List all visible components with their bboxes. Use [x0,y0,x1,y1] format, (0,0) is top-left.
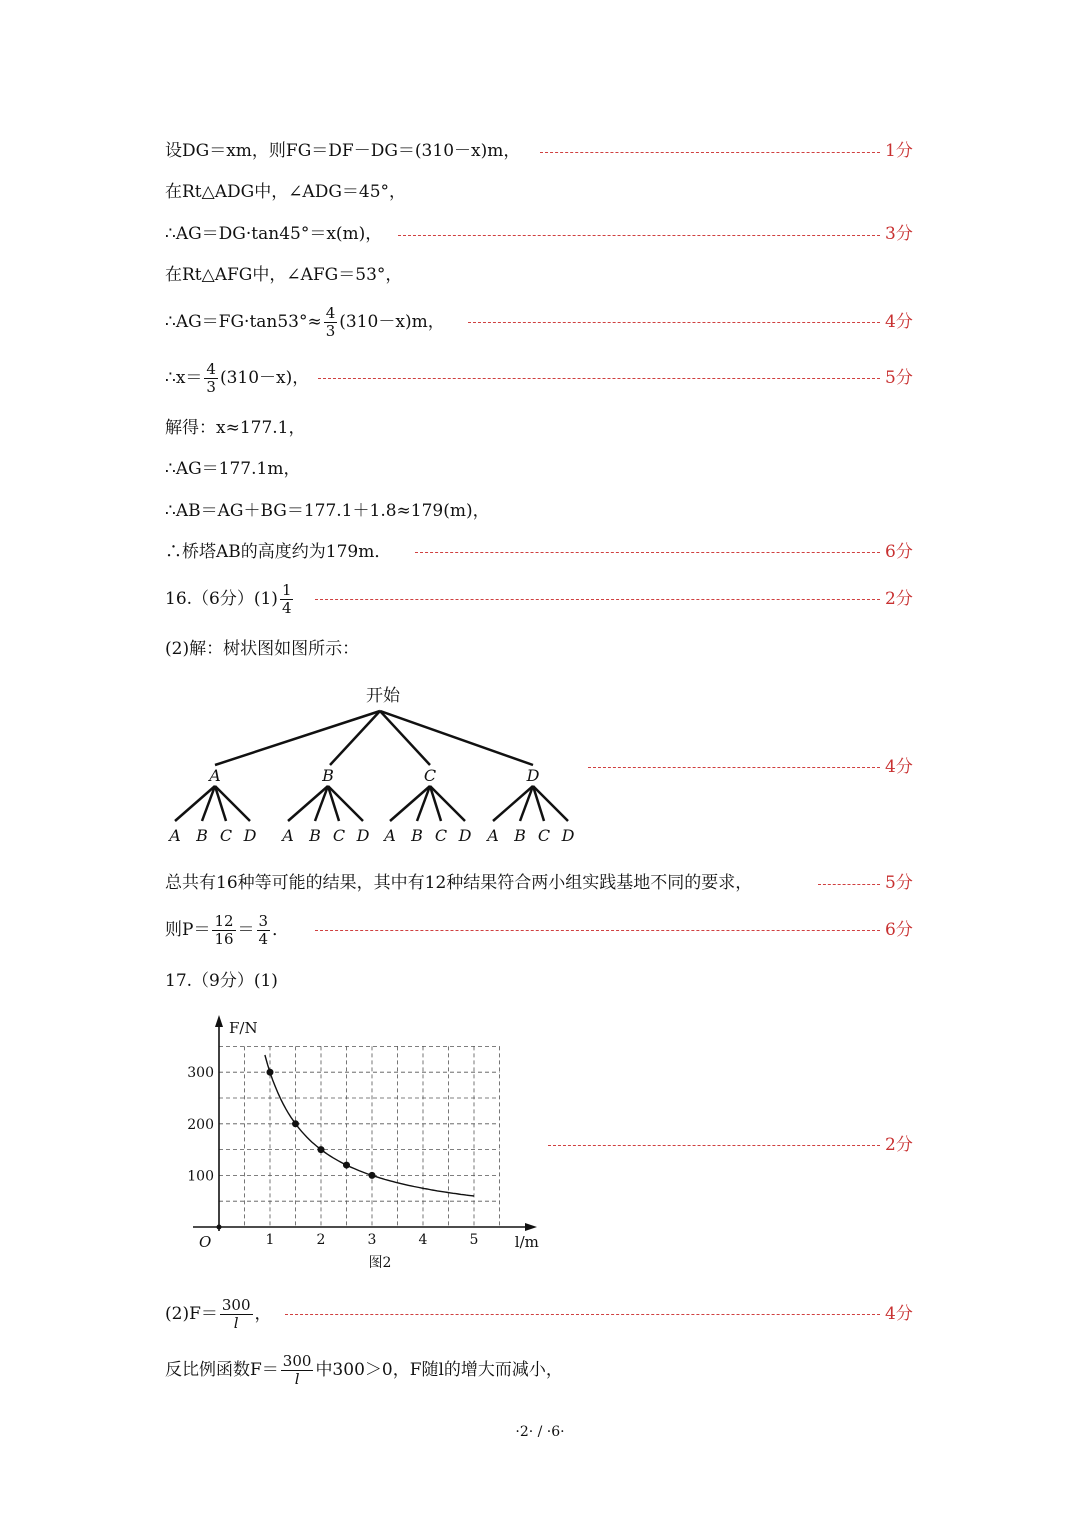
origin-label: O [199,1233,212,1251]
line-conclusion: ∴桥塔AB的高度约为179m． [165,542,392,562]
y-tick-label: 200 [187,1116,214,1133]
line-ab-value: ∴AB＝AG＋BG＝177.1＋1.8≈179(m)， [165,501,490,521]
tree-node-level2: D [356,826,370,845]
score-leader [415,552,880,553]
tree-node-level2: C [219,826,233,845]
tree-diagram [0,675,620,860]
score-mark: 3分 [885,224,913,244]
fraction: $\frac{4}{3}$ [325,304,336,340]
tree-node-level2: C [537,826,551,845]
line-x-equation: ∴x＝ $\frac{4}{3}$ (310－x)， [165,360,310,396]
q16-part1: 16.（6分）(1) $\frac{1}{4}$ [165,581,292,617]
score-leader [318,378,880,379]
line-ag-tan53: ∴AG＝FG·tan53°≈ $\frac{4}{3}$ (310－x)m， [165,304,445,340]
score-mark: 4分 [885,757,913,777]
score-mark: 5分 [885,873,913,893]
score-mark: 6分 [885,542,913,562]
tree-node-level2: D [243,826,257,845]
tree-node-level2: A [487,826,499,845]
chart-ticks [187,1065,478,1248]
score-leader [588,767,880,768]
fraction: $\frac{4}{3}$ [206,360,216,396]
tree-node-level2: B [514,826,526,845]
x-tick-label: 2 [316,1232,326,1248]
tree-node-level2: D [561,826,575,845]
score-leader [468,322,880,323]
line-ag-tan45: ∴AG＝DG·tan45°＝x(m)， [165,224,383,244]
score-leader [315,599,880,600]
data-point [343,1162,350,1169]
chart-title: 图2 [368,1255,392,1271]
tree-node-level2: D [458,826,472,845]
line-ag-value: ∴AG＝177.1m， [165,459,301,479]
subtree [382,786,471,845]
data-point [292,1120,299,1127]
y-axis-arrow [215,1015,223,1027]
fraction: $\frac{3}{4}$ [258,912,269,948]
line-set-dg: 设DG＝xm，则FG＝DF－DG＝(310－x)m， [165,141,521,161]
q17-monotonic: 反比例函数F＝ $\frac{300}{l}$ 中300＞0，F随l的增大而减小， [165,1352,563,1388]
x-axis-arrow [525,1223,537,1231]
fraction: $\frac{300}{l}$ [221,1296,251,1332]
line-rt-adg: 在Rt△ADG中，∠ADG＝45°， [165,182,407,202]
chart-grid [219,1046,500,1227]
score-leader [540,152,880,153]
tree-node-level1: A [209,766,221,785]
data-point [267,1069,274,1076]
x-axis-label: l/m [514,1233,539,1251]
score-leader [548,1145,880,1146]
q16-probability: 则P＝ $\frac{12}{16}$ ＝ $\frac{3}{4}$ ． [165,912,290,948]
force-length-chart [0,1005,560,1280]
tree-node-level1: B [322,766,334,785]
line-solve-x: 解得：x≈177.1， [165,418,306,438]
score-leader [398,235,880,236]
tree-node-level1: D [526,766,540,785]
tree-node-level2: C [434,826,448,845]
q16-part2: (2)解：树状图如图所示： [165,639,360,659]
score-mark: 4分 [885,1304,913,1324]
subtree [485,786,574,845]
origin-dot [217,1225,222,1230]
tree-node-level2: A [282,826,294,845]
tree-level1-labels [207,766,539,785]
score-leader [315,930,880,931]
page-number: ·2· / ·6· [515,1424,565,1440]
tree-node-level2: B [309,826,321,845]
line-rt-afg: 在Rt△AFG中，∠AFG＝53°， [165,265,403,285]
subtree [280,786,369,845]
q17-part1: 17.（9分）(1) [165,971,278,991]
q16-total-outcomes: 总共有16种等可能的结果，其中有12种结果符合两小组实践基地不同的要求， [165,873,753,893]
y-tick-label: 300 [187,1065,214,1082]
score-mark: 5分 [885,368,913,388]
x-tick-label: 1 [265,1232,275,1248]
score-mark: 2分 [885,1135,913,1155]
score-leader [285,1314,880,1315]
x-tick-label: 3 [367,1232,377,1248]
fraction: $\frac{1}{4}$ [281,581,292,617]
tree-node-level2: C [332,826,346,845]
fraction: $\frac{300}{l}$ [282,1352,312,1388]
tree-level1-branches [215,711,533,765]
tree-node-level2: B [411,826,423,845]
fraction: $\frac{12}{16}$ [214,912,234,948]
tree-node-level1: C [423,766,437,785]
tree-root: 开始 [366,686,400,706]
score-mark: 6分 [885,920,913,940]
data-point [318,1146,325,1153]
score-mark: 1分 [885,141,913,161]
subtree [167,786,256,845]
x-tick-label: 4 [418,1232,428,1248]
tree-level2 [167,786,574,845]
score-mark: 2分 [885,589,913,609]
score-leader [818,884,880,885]
tree-node-level2: B [196,826,208,845]
tree-node-level2: A [384,826,396,845]
x-tick-label: 5 [469,1232,479,1248]
q17-part2: (2)F＝ $\frac{300}{l}$ ， [165,1296,272,1332]
y-axis-label: F/N [229,1019,258,1037]
score-mark: 4分 [885,312,913,332]
y-tick-label: 100 [187,1168,214,1185]
data-point [369,1172,376,1179]
tree-node-level2: A [169,826,181,845]
